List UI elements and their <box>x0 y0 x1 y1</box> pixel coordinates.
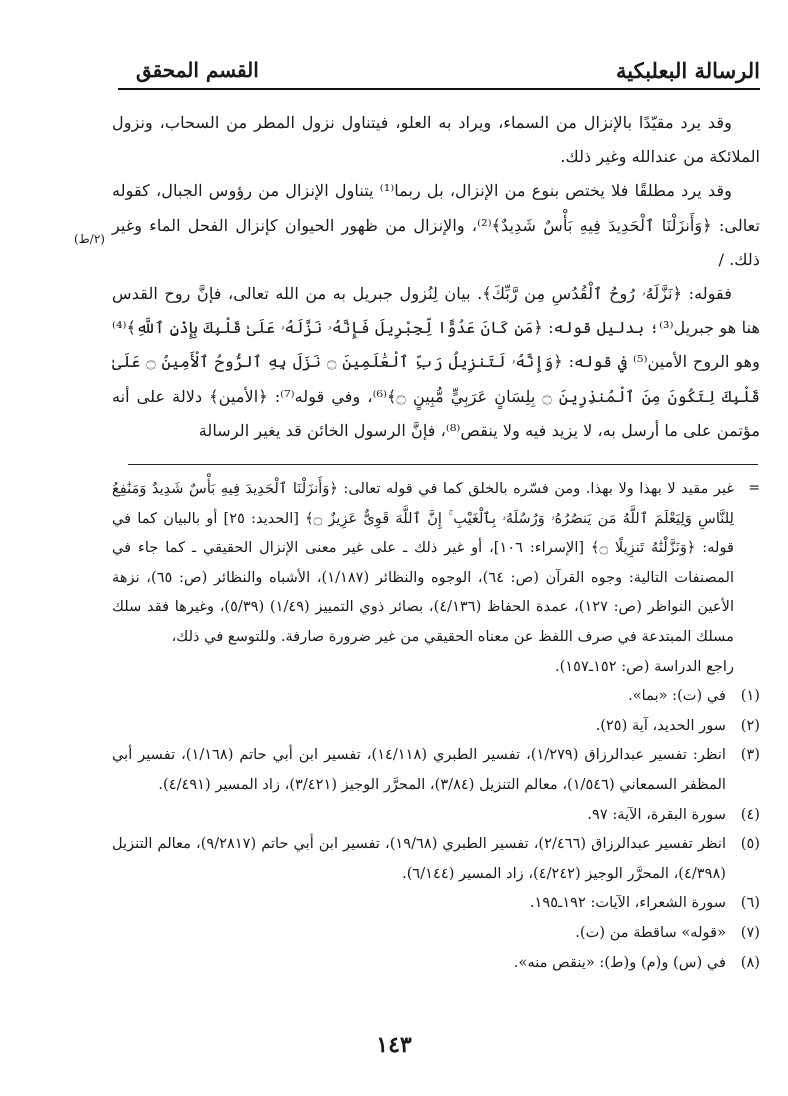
section-title: القسم المحقق <box>136 58 259 82</box>
footnote-continuation <box>112 474 760 681</box>
footnote-6 <box>112 888 760 918</box>
footnote-text: سورة البقرة، الآية: ٩٧. <box>587 805 726 823</box>
paragraph-2: وقد يرد مطلقًا فلا يختص بنوع من الإنزال، بل ربما⁽¹⁾ يتناول الإنزال من رؤوس الجبال، كقوله تعالى: ﴿وَأَنزَلْنَا ٱلْحَدِيدَ فِيهِ بَأْسٌ شَدِيدٌ﴾⁽²⁾، والإنزال من ظهور الحيوان كإنزال الفحل الماء وغير ذلك. / <box>112 181 760 269</box>
paragraph-3: فقوله: ﴿نَزَّلَهُۥ رُوحُ ٱلْقُدُسِ مِن رَّبِّكَ﴾. بيان لِنُزول جبريل به من الله تعالى، فإنَّ روح القدس هنا هو جبريل⁽³⁾؛ بدليل قوله: ﴿مَن كَانَ عَدُوًّا لِّجِبْرِيلَ فَإِنَّهُۥ نَزَّلَهُۥ عَلَىٰ قَلْبِكَ بِإِذْنِ ٱللَّهِ﴾⁽⁴⁾ وهو الروح الأمين⁽⁵⁾ في قوله: ﴿وَإِنَّهُۥ لَتَنزِيلُ رَبِّ ٱلْعَٰلَمِينَ ۝ نَزَلَ بِهِ ٱلرُّوحُ ٱلْأَمِينُ ۝ عَلَىٰ قَلْبِكَ لِتَكُونَ مِنَ ٱلْمُنذِرِينَ ۝ بِلِسَانٍ عَرَبِيٍّ مُّبِينٍ ۝﴾⁽⁶⁾، وفي قوله⁽⁷⁾: ﴿الأمين﴾ دلالة على أنه مؤتمن على ما أرسل به، لا يزيد فيه ولا ينقص⁽⁸⁾، فإنَّ الرسول الخائن قد يغير الرسالة <box>112 284 760 440</box>
paragraph-1: وقد يرد مقيّدًا بالإنزال من السماء، ويراد به العلو، فيتناول نزول المطر من السحاب، ونزول الملائكة من عندالله وغير ذلك. <box>112 113 760 167</box>
footnote-number: (٦) <box>740 894 760 912</box>
footnote-text: سورة الشعراء، الآيات: ١٩٢ـ١٩٥. <box>529 894 726 912</box>
header-divider <box>118 88 760 90</box>
book-title: الرسالة البعلبكية <box>616 58 760 83</box>
footnote-number: (٣) <box>740 746 760 764</box>
footnote-number: (٢) <box>740 716 760 734</box>
footnote-number: (٨) <box>740 953 760 971</box>
footnote-text: في (ت): «بما». <box>628 687 726 705</box>
continuation-text: غير مقيد لا بهذا ولا بهذا. ومن فسّره بالخلق كما في قوله تعالى: ﴿وَأَنزَلْنَا ٱلْحَدِيدَ فِيهِ بَأْسٌ شَدِيدٌ وَمَنَٰفِعُ لِلنَّاسِ وَلِيَعْلَمَ ٱللَّهُ مَن يَنصُرُهُۥ وَرُسُلَهُۥ بِٱلْغَيْبِ ۚ إِنَّ ٱللَّهَ قَوِىٌّ عَزِيزٌ ۝﴾ [الحديد: ٢٥] أو بالبيان كما في قوله: ﴿وَنَزَّلْنَٰهُ تَنزِيلًا ۝﴾ [الإسراء: ١٠٦]، أو غير ذلك ـ على غير معنى الإنزال الحقيقي ـ كما جاء في المصنفات التالية: وجوه القرآن (ص: ٦٤)، الوجوه والنظائر (١/١٨٧)، الأشباه والنظائر (ص: ٦٥)، نزهة الأعين النواظر (ص: ١٢٧)، عمدة الحفاظ (٤/١٣٦)، بصائر ذوي التمييز (١/٤٩) (٥/٣٩)، وغيرها فقد سلك مسلك المبتدعة في صرف اللفظ عن معناه الحقيقي من غير ضرورة صارفة. وللتوسع في ذلك، <box>112 480 735 645</box>
footnote-text: انظر تفسير عبدالرزاق (٢/٤٦٦)، تفسير الطبري (١٩/٦٨)، تفسير ابن أبي حاتم (٩/٢٨١٧)، معالم التنزيل (٤/٣٩٨)، المحرَّر الوجيز (٤/٢٤٢)، زاد المسير (٦/١٤٤). <box>112 835 726 882</box>
main-text <box>112 106 760 448</box>
footnote-text: «قوله» ساقطة من (ت). <box>575 923 726 941</box>
footnote-text: سور الحديد، آية (٢٥). <box>595 716 726 734</box>
footnote-number: (١) <box>740 687 760 705</box>
footnote-5 <box>112 829 760 888</box>
footnote-number: (٤) <box>740 805 760 823</box>
footnote-text: انظر: تفسير عبدالرزاق (١/٢٧٩)، تفسير الطبري (١٤/١١٨)، تفسير ابن أبي حاتم (١/١٦٨)، تفسير أبي المظفر السمعاني (١/٥٤٦)، معالم التنزيل (٣/٨٤)، المحرَّر الوجيز (٣/٤٢١)، زاد المسير (٤/٤٩١). <box>112 746 726 793</box>
page-number: ١٤٣ <box>376 1032 412 1058</box>
continuation-marker: = <box>748 480 760 496</box>
footnote-number: (٥) <box>740 835 760 853</box>
footnote-text: في (س) و(م) و(ط): «ينقص منه». <box>513 953 726 971</box>
footnote-7 <box>112 918 760 948</box>
footnote-2 <box>112 711 760 741</box>
footnotes <box>112 474 760 977</box>
footnote-1 <box>112 681 760 711</box>
footnote-3 <box>112 740 760 799</box>
footnote-number: (٧) <box>740 923 760 941</box>
footnote-8 <box>112 948 760 978</box>
footnote-divider <box>128 464 758 465</box>
footnote-4 <box>112 800 760 830</box>
manuscript-page-marker: (٢/ط) <box>74 232 105 246</box>
continuation-reference: راجع الدراسة (ص: ١٥٢ـ١٥٧). <box>554 657 734 675</box>
running-header <box>118 44 760 84</box>
